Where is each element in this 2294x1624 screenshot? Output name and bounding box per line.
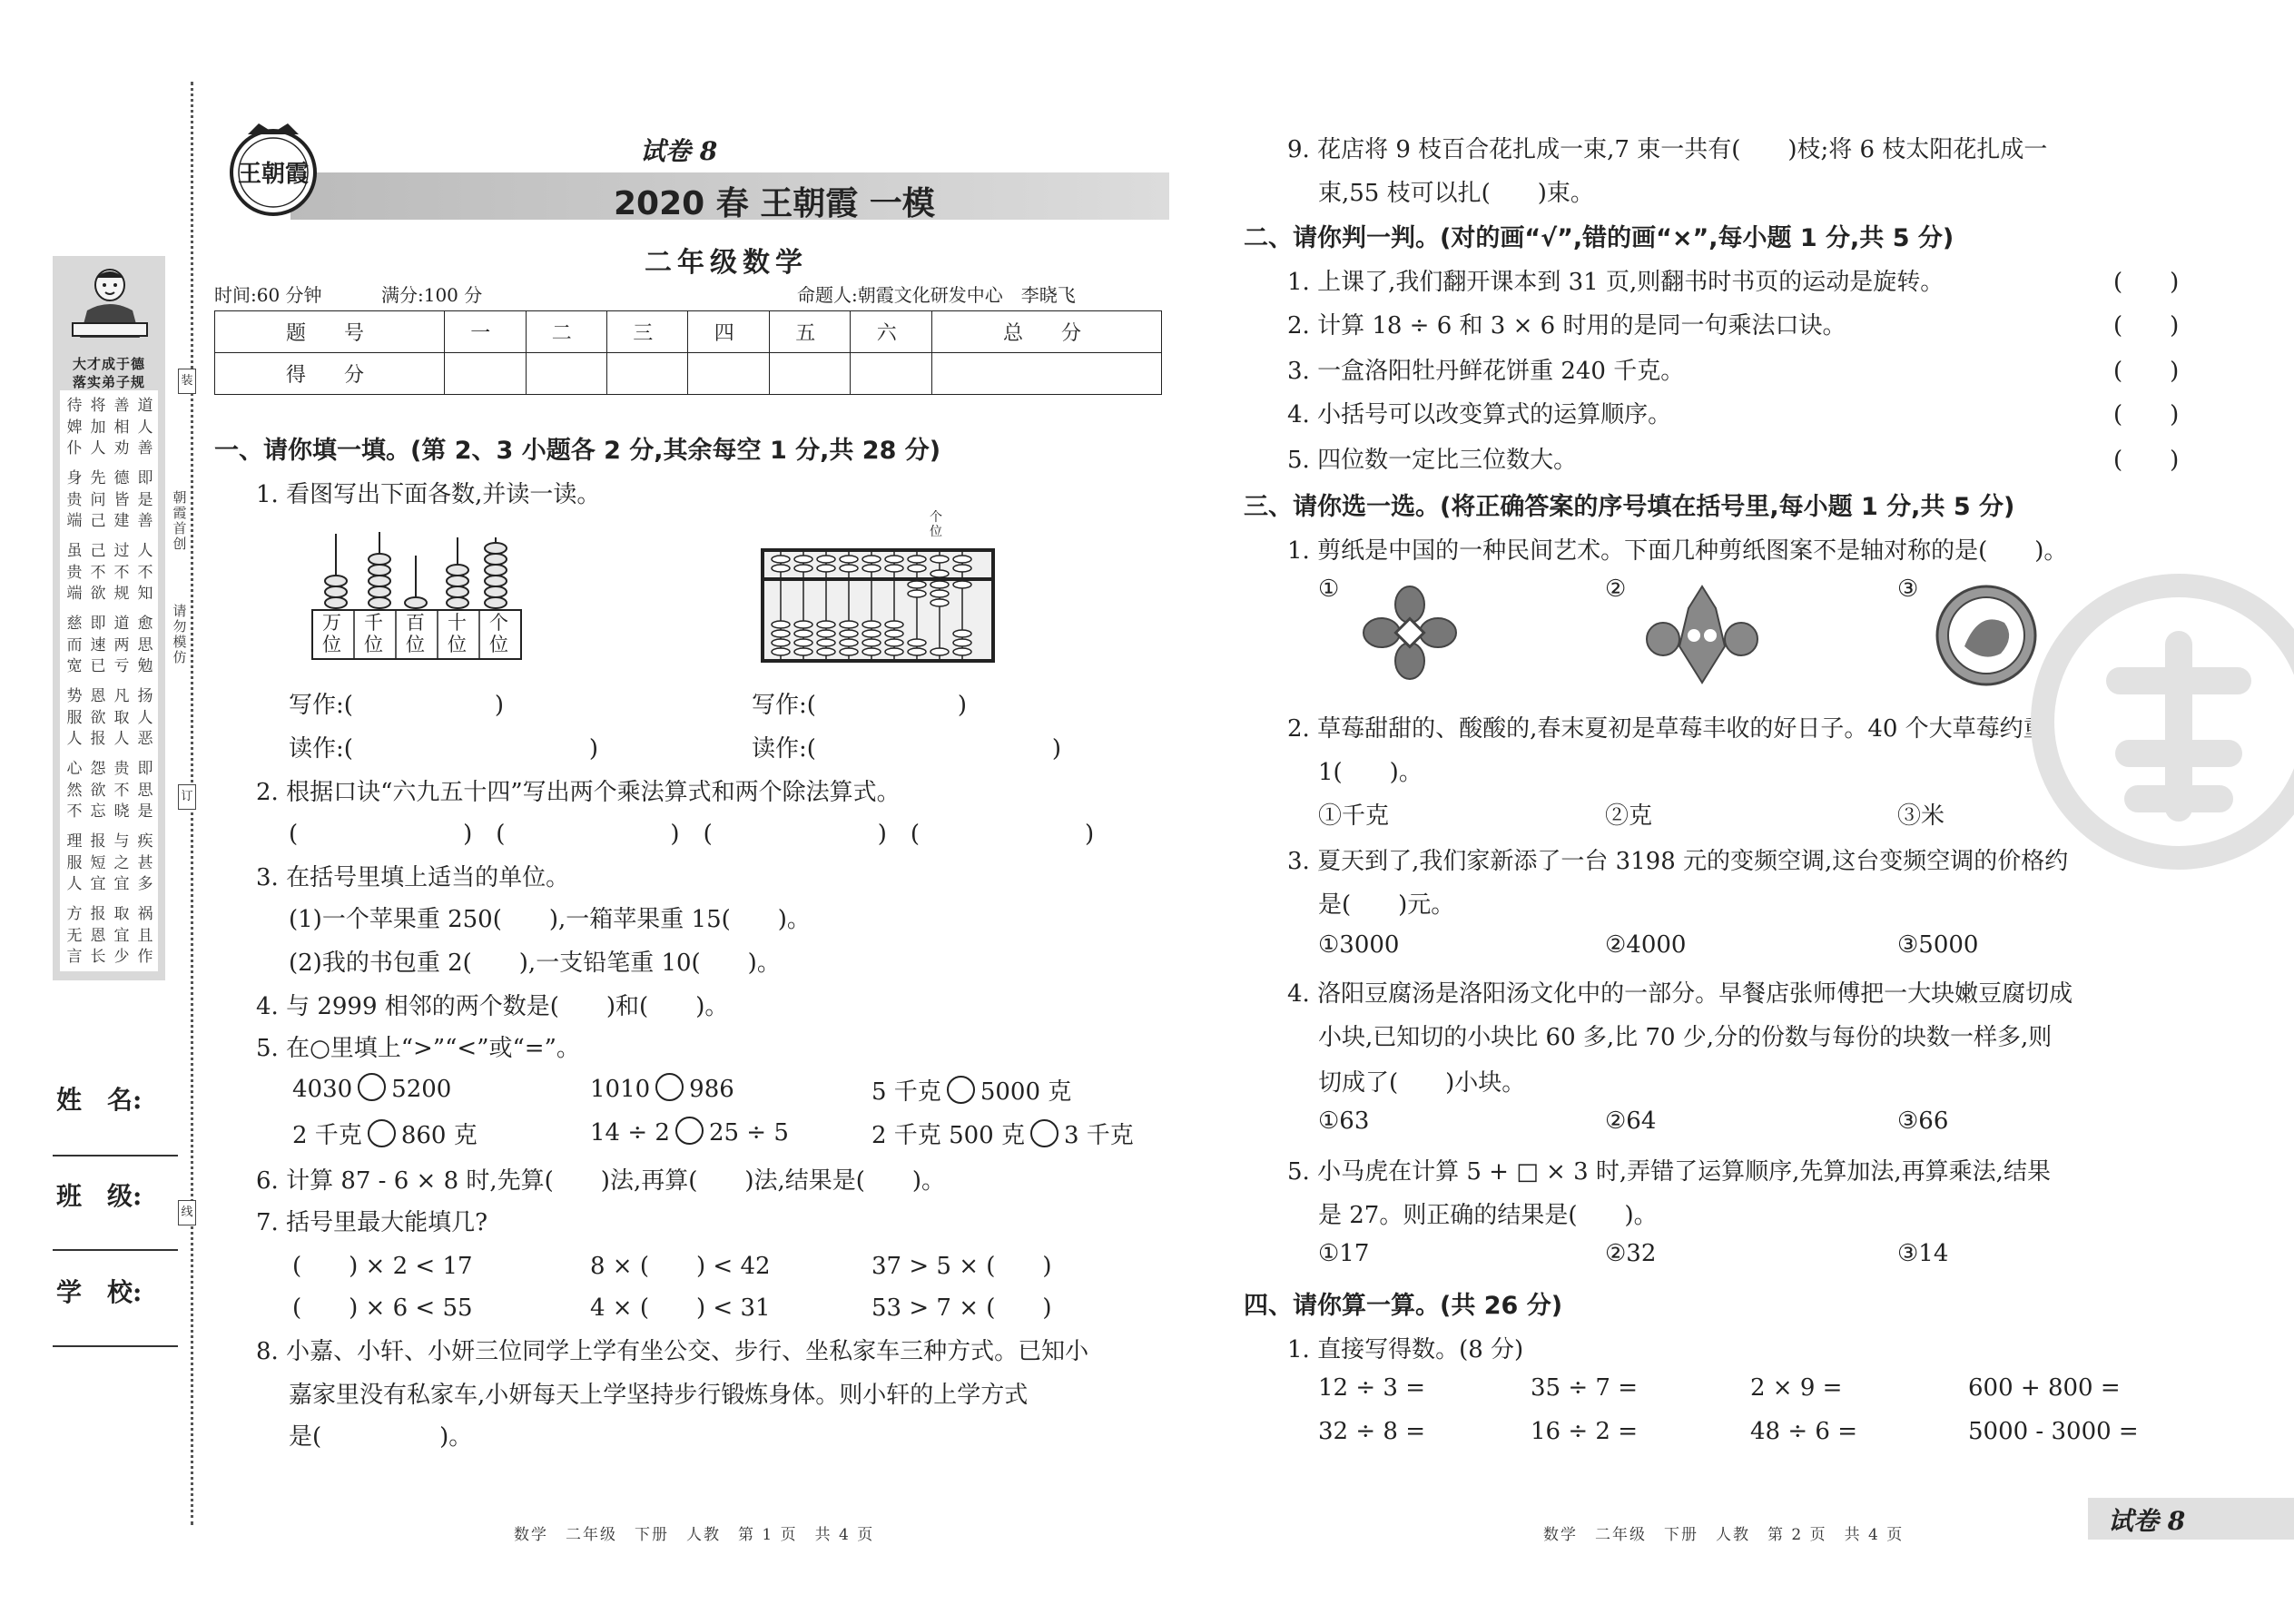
- choice-5-line-1: 5. 小马虎在计算 5 + □ × 3 时,弄错了运算顺序,先算加法,再算乘法,结果: [1287, 1158, 2051, 1186]
- vertical-note-2: 请勿模仿: [172, 603, 187, 665]
- papercut-flower-image: [1360, 583, 1460, 683]
- judge-blank[interactable]: ( ): [2113, 269, 2180, 296]
- score-cell[interactable]: [931, 353, 1161, 395]
- footer-page-2: 数学 二年级 下册 人教 第 2 页 共 4 页: [1543, 1526, 1905, 1544]
- subject-title: 二年级数学: [645, 247, 808, 279]
- score-table: [214, 310, 1162, 395]
- poem-col: 善相劝: [113, 397, 130, 458]
- choice-1-option-2[interactable]: ②: [1605, 576, 1627, 603]
- poem-col: 即思是: [137, 760, 153, 821]
- choice-5-option-3[interactable]: ③14: [1897, 1240, 1949, 1267]
- poem-col: 先问己: [90, 469, 106, 530]
- poem-col: 报恩长: [90, 905, 106, 966]
- poem-col: 报短宜: [90, 832, 106, 893]
- q1-read-1[interactable]: 读作:( ): [289, 735, 599, 763]
- poem-col: 怨欲忘: [90, 760, 106, 821]
- abacus-label-wan: 万位: [322, 612, 341, 655]
- score-header-cell: 一: [445, 311, 526, 353]
- poem-col: 待婢仆: [66, 397, 83, 458]
- q2-blanks[interactable]: ( ) ( ) ( ) ( ): [289, 821, 1095, 848]
- logo-text: 王朝霞: [237, 161, 310, 188]
- section-3-title: 三、请你选一选。(将正确答案的序号填在括号里,每小题 1 分,共 5 分): [1244, 493, 2015, 521]
- poem-col: 扬人恶: [137, 687, 153, 748]
- question-8-line-2: 嘉家里没有私家车,小妍每天上学坚持步行锻炼身体。则小轩的上学方式: [289, 1382, 1029, 1409]
- question-8-line-1: 8. 小嘉、小轩、小妍三位同学上学有坐公交、步行、坐私家车三种方式。已知小: [256, 1338, 1089, 1365]
- school-field[interactable]: [53, 1345, 178, 1347]
- compare-item[interactable]: 4030 5200: [292, 1073, 451, 1103]
- q1-read-2[interactable]: 读作:( ): [752, 735, 1062, 763]
- question-3: 3. 在括号里填上适当的单位。: [256, 864, 570, 891]
- choice-4-option-2[interactable]: ②64: [1605, 1107, 1657, 1135]
- calc-item[interactable]: 12 ÷ 3 =: [1318, 1374, 1425, 1402]
- judge-blank[interactable]: ( ): [2113, 312, 2180, 340]
- calc-item[interactable]: 32 ÷ 8 =: [1318, 1418, 1425, 1445]
- score-table-header: [215, 311, 1162, 353]
- score-table-row: [215, 353, 1162, 395]
- choice-3-line-2[interactable]: 是( )元。: [1318, 891, 1455, 919]
- poem-col: 道两亏: [113, 615, 130, 675]
- compare-item[interactable]: 5 千克 5000 克: [871, 1073, 1071, 1107]
- section-1-title: 一、请你填一填。(第 2、3 小题各 2 分,其余每空 1 分,共 28 分): [214, 437, 941, 465]
- poem-col: 过不规: [113, 542, 130, 603]
- judge-blank[interactable]: ( ): [2113, 358, 2180, 385]
- poem-col: 势服人: [66, 687, 83, 748]
- q1-write-1[interactable]: 写作:( ): [289, 692, 505, 719]
- brand-logo: [222, 118, 324, 220]
- question-5: 5. 在○里填上“>”“<”或“=”。: [256, 1035, 580, 1062]
- score-cell[interactable]: [526, 353, 606, 395]
- choice-5-option-1[interactable]: ①17: [1318, 1240, 1370, 1267]
- poem-col: 恩欲报: [90, 687, 106, 748]
- score-header-cell: 二: [526, 311, 606, 353]
- poem-col: 即速已: [90, 615, 106, 675]
- poem-col: 取宜少: [113, 905, 130, 966]
- compare-circle: [655, 1073, 684, 1101]
- poem-col: 理服人: [66, 832, 83, 893]
- poem-col: 道人善: [137, 397, 153, 458]
- choice-3-option-1[interactable]: ①3000: [1318, 931, 1400, 959]
- score-row-label: 得 分: [215, 353, 445, 395]
- compare-item[interactable]: 2 千克 860 克: [292, 1117, 478, 1150]
- secret-watermark-seal: [2029, 572, 2294, 871]
- section-2-title: 二、请你判一判。(对的画“√”,错的画“×”,每小题 1 分,共 5 分): [1244, 224, 1954, 252]
- exam-number: 试卷 8: [640, 136, 718, 166]
- poem-col: 虽贵端: [66, 542, 83, 603]
- name-field[interactable]: [53, 1155, 178, 1156]
- q7-item[interactable]: ( ) × 6 < 55: [292, 1294, 473, 1322]
- calc-item[interactable]: 2 × 9 =: [1750, 1374, 1843, 1402]
- choice-3-option-3[interactable]: ③5000: [1897, 931, 1979, 959]
- q7-item[interactable]: ( ) × 2 < 17: [292, 1253, 473, 1280]
- poem-col: 愈思勉: [137, 615, 153, 675]
- poem-col: 方无言: [66, 905, 83, 966]
- compare-circle: [1030, 1119, 1058, 1147]
- judge-item-4: 4. 小括号可以改变算式的运算顺序。: [1287, 401, 1672, 428]
- sidebar-panel: [53, 256, 165, 980]
- choice-4-line-3[interactable]: 切成了( )小块。: [1318, 1069, 1526, 1097]
- poem-col: 疾甚多: [137, 832, 153, 893]
- exam-tab-label: 试卷 8: [2108, 1506, 2186, 1536]
- choice-5-line-2[interactable]: 是 27。则正确的结果是( )。: [1318, 1202, 1658, 1229]
- compare-circle: [947, 1076, 975, 1104]
- binding-seal-2: 订: [178, 784, 196, 810]
- choice-1-option-3[interactable]: ③: [1897, 576, 1919, 603]
- footer-page-1: 数学 二年级 下册 人教 第 1 页 共 4 页: [514, 1526, 875, 1544]
- calc-item[interactable]: 5000 - 3000 =: [1968, 1418, 2139, 1445]
- q7-item[interactable]: 4 × ( ) < 31: [590, 1294, 771, 1322]
- question-1: 1. 看图写出下面各数,并读一读。: [256, 481, 601, 508]
- judge-item-1: 1. 上课了,我们翻开课本到 31 页,则翻书时书页的运动是旋转。: [1287, 269, 1944, 296]
- school-label: 学 校:: [56, 1277, 143, 1307]
- poem-col: 即是善: [137, 469, 153, 530]
- choice-1-option-1[interactable]: ①: [1318, 576, 1340, 603]
- score-cell[interactable]: [445, 353, 526, 395]
- sidebar-poem: [60, 390, 158, 971]
- compare-circle: [368, 1119, 396, 1147]
- poem-col: 德皆建: [113, 469, 130, 530]
- poem-col: 凡取人: [113, 687, 130, 748]
- q7-item[interactable]: 8 × ( ) < 42: [590, 1253, 771, 1280]
- papercut-round-image: [1934, 583, 2039, 688]
- choice-3-option-2[interactable]: ②4000: [1605, 931, 1687, 959]
- scholar-illustration: [69, 265, 151, 349]
- binding-seal-1: 装: [178, 369, 196, 394]
- compare-item[interactable]: 2 千克 500 克 3 千克: [871, 1117, 1134, 1150]
- question-8-line-3[interactable]: 是( )。: [289, 1423, 473, 1451]
- poem-col: 人不知: [137, 542, 153, 603]
- calc-item[interactable]: 600 + 800 =: [1968, 1374, 2121, 1402]
- chinese-abacus-label: 个位: [930, 510, 942, 539]
- choice-4-line-2: 小块,已知切的小块比 60 多,比 70 少,分的份数与每份的块数一样多,则: [1318, 1024, 2053, 1051]
- compare-item[interactable]: 1010 986: [590, 1073, 734, 1103]
- calc-item[interactable]: 35 ÷ 7 =: [1531, 1374, 1638, 1402]
- q7-item[interactable]: 53 > 7 × ( ): [871, 1294, 1052, 1322]
- sidebar-motto-2: 落实弟子规: [72, 374, 145, 390]
- name-label: 姓 名:: [56, 1085, 143, 1115]
- author-info: 命题人:朝霞文化研发中心 李晓飞: [797, 284, 1076, 306]
- choice-1[interactable]: 1. 剪纸是中国的一种民间艺术。下面几种剪纸图案不是轴对称的是( )。: [1287, 537, 2068, 565]
- poem-col: 心然不: [66, 760, 83, 821]
- abacus-label-qian: 千位: [364, 612, 383, 655]
- question-3a[interactable]: (1)一个苹果重 250( ),一箱苹果重 15( )。: [289, 906, 811, 933]
- question-2: 2. 根据口诀“六九五十四”写出两个乘法算式和两个除法算式。: [256, 779, 901, 806]
- poem-col: 贵不晓: [113, 760, 130, 821]
- poem-col: 将加人: [90, 397, 106, 458]
- abacus-label-bai: 百位: [406, 612, 425, 655]
- binding-seal-3: 线: [178, 1200, 196, 1225]
- judge-blank[interactable]: ( ): [2113, 401, 2180, 428]
- choice-4-option-3[interactable]: ③66: [1897, 1107, 1949, 1135]
- compare-item[interactable]: 14 ÷ 2 25 ÷ 5: [590, 1117, 789, 1147]
- judge-item-2: 2. 计算 18 ÷ 6 和 3 × 6 时用的是同一句乘法口诀。: [1287, 312, 1846, 340]
- section-4-title: 四、请你算一算。(共 26 分): [1244, 1292, 1563, 1320]
- score-header-cell: 三: [607, 311, 688, 353]
- score-header-cell: 题 号: [215, 311, 445, 353]
- choice-2-option-3[interactable]: ③米: [1897, 802, 1945, 830]
- poem-col: 祸且作: [137, 905, 153, 966]
- score-header-cell: 总 分: [931, 311, 1161, 353]
- choice-5-option-2[interactable]: ②32: [1605, 1240, 1657, 1267]
- calc-item[interactable]: 48 ÷ 6 =: [1750, 1418, 1857, 1445]
- score-cell[interactable]: [607, 353, 688, 395]
- judge-item-3: 3. 一盒洛阳牡丹鲜花饼重 240 千克。: [1287, 358, 1685, 385]
- poem-col: 身贵端: [66, 469, 83, 530]
- question-3b[interactable]: (2)我的书包重 2( ),一支铅笔重 10( )。: [289, 950, 781, 977]
- score-header-cell: 四: [688, 311, 769, 353]
- calc-item[interactable]: 16 ÷ 2 =: [1531, 1418, 1638, 1445]
- choice-2-option-2[interactable]: ②克: [1605, 802, 1653, 830]
- q1-write-2[interactable]: 写作:( ): [752, 692, 968, 719]
- class-field[interactable]: [53, 1249, 178, 1251]
- choice-4-line-1: 4. 洛阳豆腐汤是洛阳汤文化中的一部分。早餐店张师傅把一大块嫩豆腐切成: [1287, 980, 2073, 1008]
- papercut-mask-image: [1643, 583, 1761, 687]
- calc-title: 1. 直接写得数。(8 分): [1287, 1336, 1524, 1363]
- score-cell[interactable]: [769, 353, 850, 395]
- question-7: 7. 括号里最大能填几?: [256, 1209, 488, 1236]
- score-header-cell: 五: [769, 311, 850, 353]
- abacus-label-ge: 个位: [489, 612, 508, 655]
- choice-2-option-1[interactable]: ①千克: [1318, 802, 1390, 830]
- abacus-label-shi: 十位: [448, 612, 467, 655]
- choice-4-option-1[interactable]: ①63: [1318, 1107, 1370, 1135]
- score-header-cell: 六: [851, 311, 931, 353]
- score-cell[interactable]: [851, 353, 931, 395]
- question-4[interactable]: 4. 与 2999 相邻的两个数是( )和( )。: [256, 993, 729, 1020]
- time-info: 时间:60 分钟: [214, 284, 322, 306]
- exam-title: 2020 春 王朝霞 一模: [614, 185, 935, 222]
- question-9-line-1: 9. 花店将 9 枝百合花扎成一束,7 束一共有( )枝;将 6 枝太阳花扎成一: [1287, 136, 2048, 163]
- score-cell[interactable]: [688, 353, 769, 395]
- q7-item[interactable]: 37 > 5 × ( ): [871, 1253, 1052, 1280]
- score-info: 满分:100 分: [381, 284, 483, 306]
- poem-col: 与之宜: [113, 832, 130, 893]
- choice-2-line-1: 2. 草莓甜甜的、酸酸的,春末夏初是草莓丰收的好日子。40 个大草莓约重: [1287, 715, 2047, 743]
- vertical-note-1: 朝霞首创: [172, 489, 187, 552]
- question-6[interactable]: 6. 计算 87 - 6 × 8 时,先算( )法,再算( )法,结果是( )。: [256, 1167, 946, 1195]
- compare-circle: [675, 1117, 704, 1145]
- class-label: 班 级:: [56, 1181, 143, 1211]
- choice-3-line-1: 3. 夏天到了,我们家新添了一台 3198 元的变频空调,这台变频空调的价格约: [1287, 848, 2069, 875]
- choice-2-line-2[interactable]: 1( )。: [1318, 759, 1423, 786]
- question-9-line-2[interactable]: 束,55 枝可以扎( )束。: [1318, 180, 1594, 207]
- sidebar-motto-1: 大才成于德: [72, 356, 145, 372]
- compare-circle: [358, 1073, 386, 1101]
- poem-col: 慈而宽: [66, 615, 83, 675]
- judge-blank[interactable]: ( ): [2113, 447, 2180, 474]
- judge-item-5: 5. 四位数一定比三位数大。: [1287, 447, 1578, 474]
- chinese-abacus: [761, 548, 995, 663]
- poem-col: 己不欲: [90, 542, 106, 603]
